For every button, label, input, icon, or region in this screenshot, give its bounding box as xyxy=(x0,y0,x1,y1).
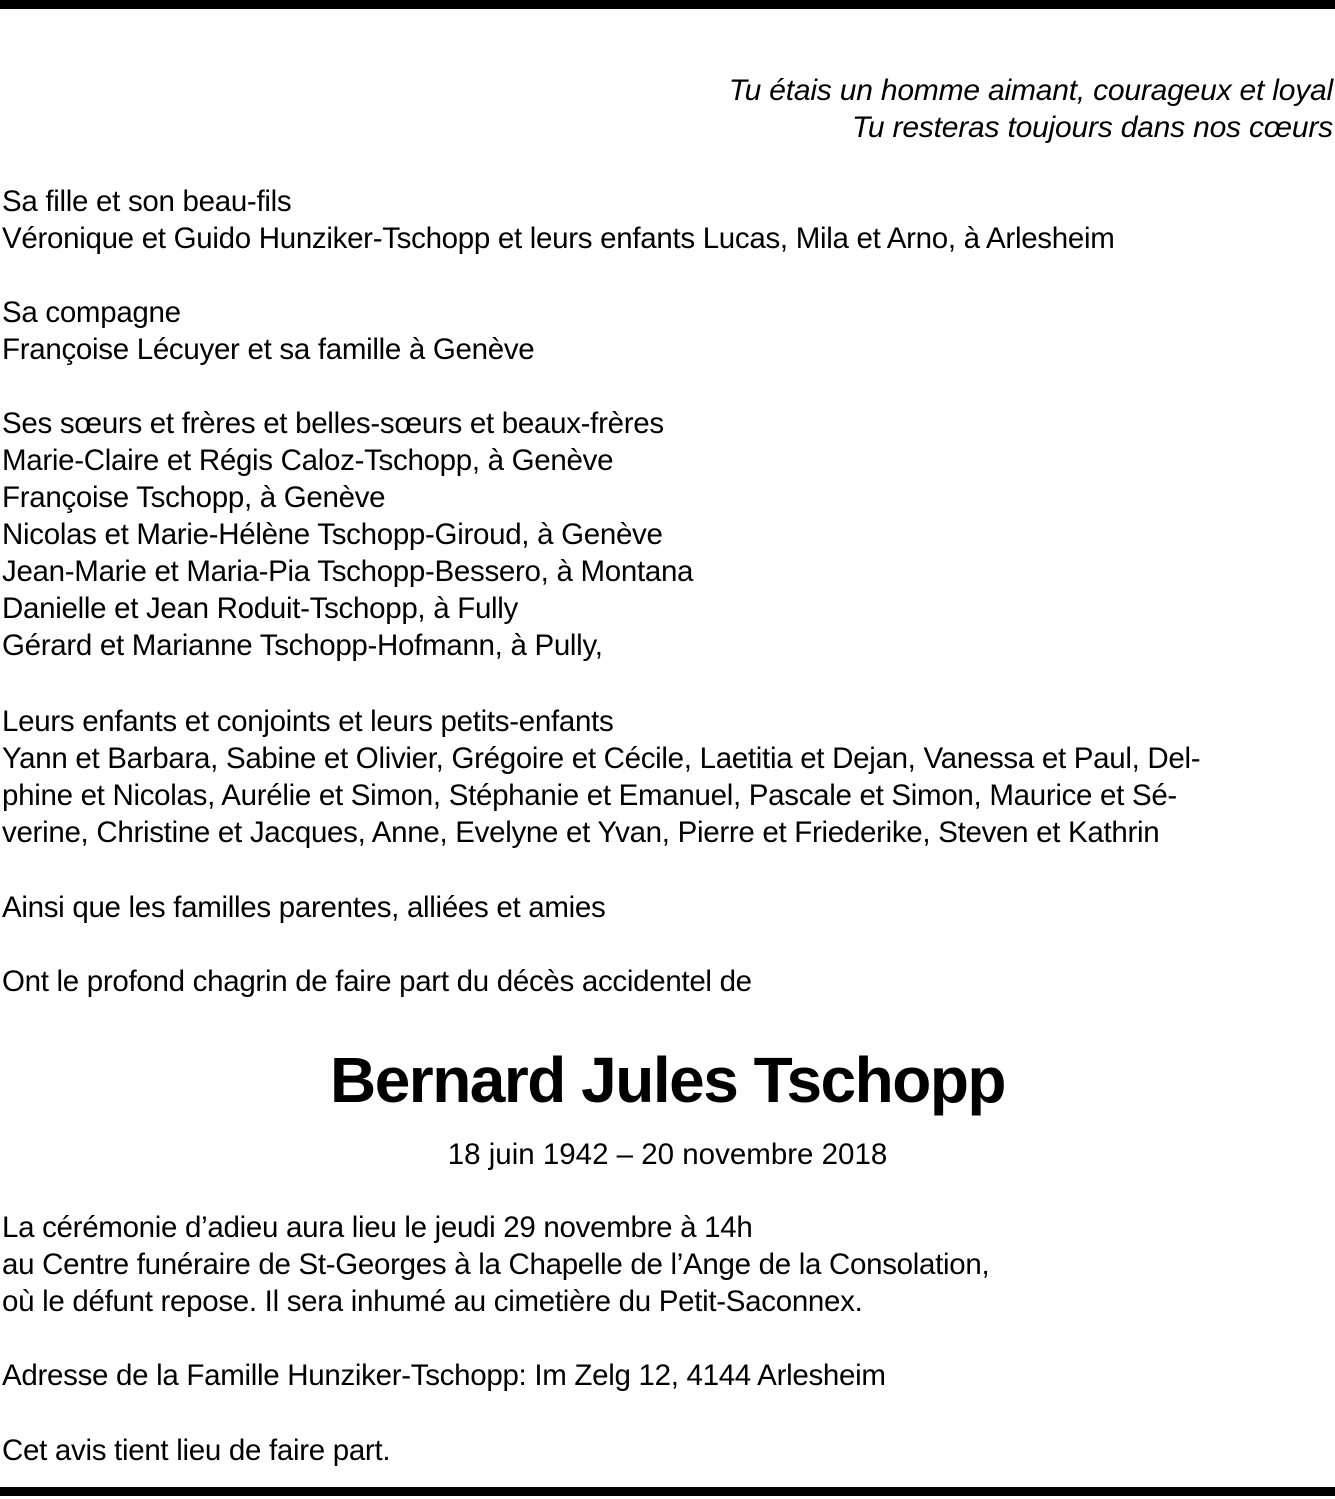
ceremony-line: où le défunt repose. Il sera inhumé au cimetière du Petit-Saconnex. xyxy=(2,1285,863,1318)
sibling-line: Françoise Tschopp, à Genève xyxy=(2,481,386,514)
daughter-heading: Sa fille et son beau-fils xyxy=(2,185,292,218)
children-block xyxy=(2,703,1332,851)
deceased-name: Bernard Jules Tschopp xyxy=(329,1044,1006,1116)
announcement-line: Ont le profond chagrin de faire part du décès accidentel de xyxy=(2,965,752,998)
deceased-dates: 18 juin 1942 – 20 novembre 2018 xyxy=(447,1138,888,1171)
companion-block xyxy=(2,294,1332,368)
address-line: Adresse de la Famille Hunziker-Tschopp: Im Zelg 12, 4144 Arlesheim xyxy=(2,1359,886,1392)
epigraph xyxy=(729,72,1333,146)
children-line: phine et Nicolas, Aurélie et Simon, Stéphanie et Emanuel, Pascale et Simon, Maurice et Sé- xyxy=(2,779,1177,812)
families-block xyxy=(2,889,1332,926)
daughter-block xyxy=(2,183,1332,257)
top-rule xyxy=(0,0,1335,9)
families-line: Ainsi que les familles parentes, alliées et amies xyxy=(2,891,606,924)
sibling-line: Gérard et Marianne Tschopp-Hofmann, à Pully, xyxy=(2,629,603,662)
closing-line: Cet avis tient lieu de faire part. xyxy=(2,1434,391,1467)
children-line: verine, Christine et Jacques, Anne, Evelyne et Yvan, Pierre et Friederike, Steven et Kathrin xyxy=(2,816,1160,849)
epigraph-line-2: Tu resteras toujours dans nos cœurs xyxy=(852,111,1333,144)
sibling-line: Nicolas et Marie-Hélène Tschopp-Giroud, à Genève xyxy=(2,518,663,551)
announcement-block xyxy=(2,963,1332,1000)
companion-heading: Sa compagne xyxy=(2,296,181,329)
siblings-block xyxy=(2,405,1332,664)
address-block xyxy=(2,1357,1332,1394)
ceremony-line: au Centre funéraire de St-Georges à la Chapelle de l’Ange de la Consolation, xyxy=(2,1248,990,1281)
ceremony-block xyxy=(2,1209,1332,1320)
sibling-line: Marie-Claire et Régis Caloz-Tschopp, à Genève xyxy=(2,444,614,477)
bottom-rule xyxy=(0,1487,1335,1496)
children-heading: Leurs enfants et conjoints et leurs petits-enfants xyxy=(2,705,614,738)
daughter-line: Véronique et Guido Hunziker-Tschopp et leurs enfants Lucas, Mila et Arno, à Arlesheim xyxy=(2,222,1115,255)
companion-line: Françoise Lécuyer et sa famille à Genève xyxy=(2,333,535,366)
closing-block xyxy=(2,1432,1332,1469)
sibling-line: Danielle et Jean Roduit-Tschopp, à Fully xyxy=(2,592,519,625)
ceremony-line: La cérémonie d’adieu aura lieu le jeudi 29 novembre à 14h xyxy=(2,1211,753,1244)
siblings-heading: Ses sœurs et frères et belles-sœurs et beaux-frères xyxy=(2,407,664,440)
sibling-line: Jean-Marie et Maria-Pia Tschopp-Bessero, à Montana xyxy=(2,555,694,588)
children-line: Yann et Barbara, Sabine et Olivier, Grégoire et Cécile, Laetitia et Dejan, Vanessa et Paul, Del- xyxy=(2,742,1201,775)
epigraph-line-1: Tu étais un homme aimant, courageux et loyal xyxy=(728,74,1333,107)
